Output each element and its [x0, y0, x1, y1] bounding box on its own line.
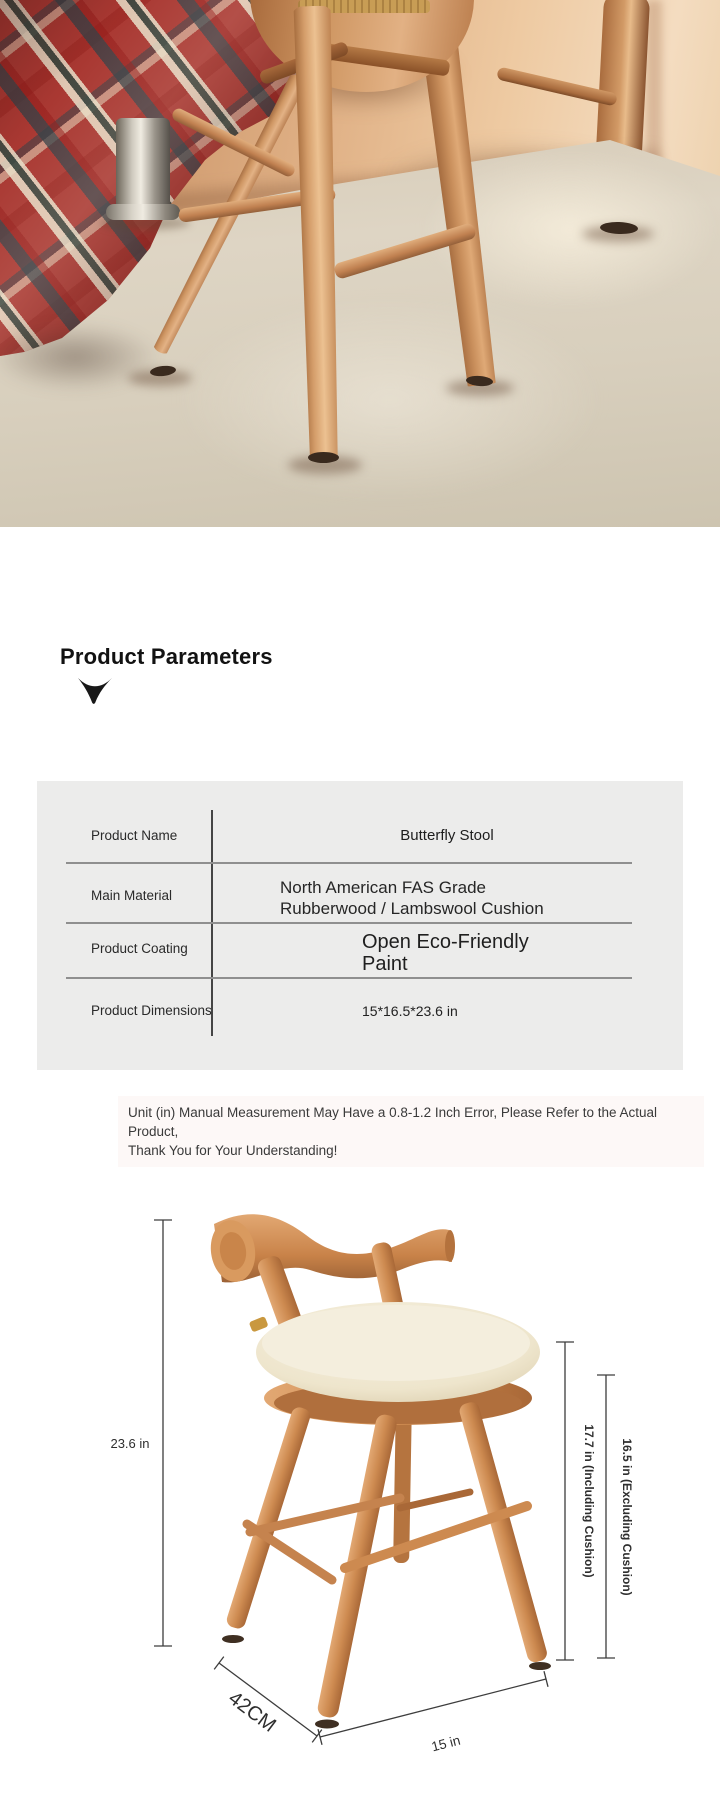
width-line [320, 1679, 546, 1737]
value-line: North American FAS Grade [280, 878, 486, 897]
total-height-label: 23.6 in [110, 1436, 150, 1451]
metal-stand [116, 118, 170, 210]
brass-clip [249, 1316, 269, 1333]
stool-illustration [207, 1214, 551, 1728]
foot-pad [222, 1635, 244, 1643]
value-line: Rubberwood / Lambswool Cushion [280, 899, 544, 918]
dimension-diagram [100, 1195, 660, 1775]
sunlight-patch [180, 300, 600, 500]
param-label-product-dimensions: Product Dimensions [91, 1003, 212, 1018]
right-leg [458, 1400, 549, 1664]
row-separator [66, 977, 632, 979]
stretcher-back [400, 1492, 470, 1508]
param-value-product-name: Butterfly Stool [400, 827, 494, 844]
hero-photo [0, 0, 720, 527]
row-separator [66, 922, 632, 924]
page-title: Product Parameters [60, 644, 273, 669]
value-line: Open Eco-Friendly [362, 931, 529, 953]
param-value-product-coating [362, 931, 529, 975]
note-line: Thank You for Your Understanding! [128, 1143, 338, 1158]
brush-arrow-icon [76, 676, 114, 706]
depth-label: 42CM [224, 1687, 280, 1737]
cushion-top [262, 1305, 530, 1381]
row-separator [66, 862, 632, 864]
param-label-product-coating: Product Coating [91, 941, 188, 956]
cushion-height-label: 17.7 in (Including Cushion) [582, 1424, 596, 1578]
param-label-main-material: Main Material [91, 888, 173, 903]
param-value-product-dimensions: 15*16.5*23.6 in [362, 1003, 458, 1019]
metal-stand-base [106, 204, 180, 220]
seat-height-label: 16.5 in (Excluding Cushion) [620, 1438, 634, 1596]
value-line: Paint [362, 953, 408, 975]
param-value-main-material [280, 877, 544, 919]
foot-pad [529, 1662, 551, 1670]
product-parameters-table [37, 781, 683, 1070]
measurement-note [118, 1096, 704, 1167]
foot-pad [315, 1720, 339, 1729]
backrest-right-face [445, 1230, 455, 1262]
note-line: Unit (in) Manual Measurement May Have a 0.8-1.2 Inch Error, Please Refer to the Actual Product, [128, 1105, 657, 1139]
param-label-product-name: Product Name [91, 828, 178, 843]
leg-foot-pad [308, 452, 339, 463]
width-label: 15 in [429, 1732, 462, 1755]
